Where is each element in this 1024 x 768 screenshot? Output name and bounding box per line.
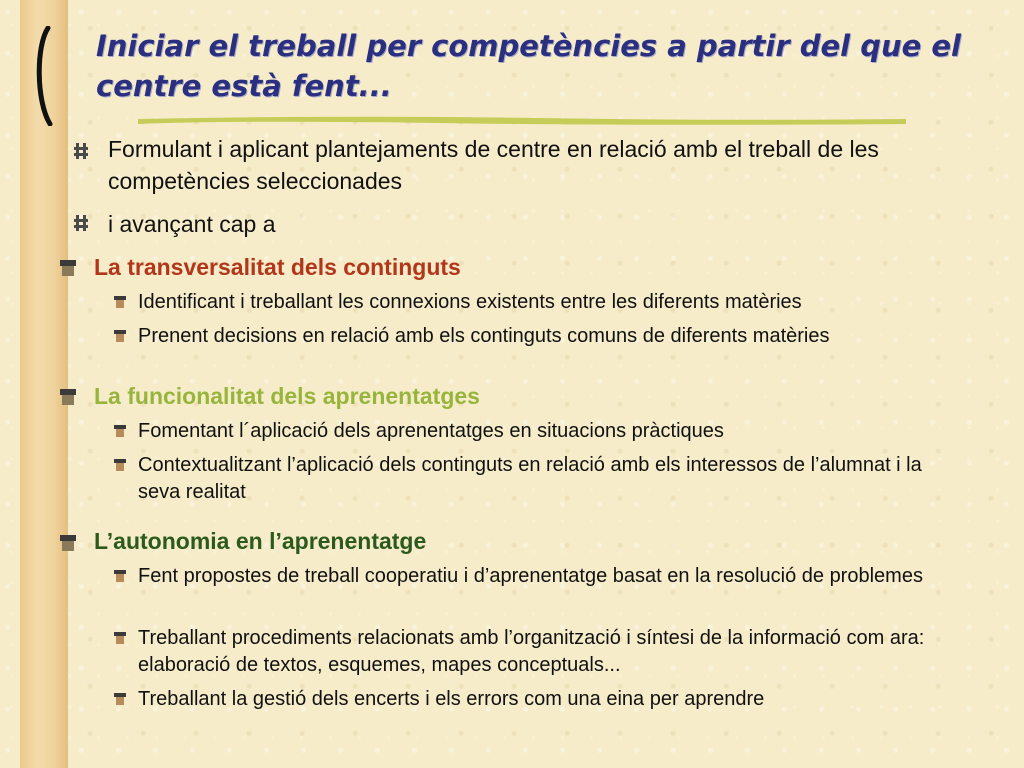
- small-square-bullet-icon: [114, 570, 126, 582]
- square-bullet-icon: [60, 535, 76, 551]
- small-square-bullet-icon: [114, 330, 126, 342]
- intro-item: i avançant cap a: [108, 211, 276, 237]
- title-underline-brushstroke: [136, 113, 908, 127]
- scroll-curl-icon: [32, 26, 54, 126]
- slide-title: Iniciar el treball per competències a partir del que el centre està fent...: [96, 29, 961, 103]
- small-square-bullet-icon: [114, 693, 126, 705]
- small-square-bullet-icon: [114, 632, 126, 644]
- square-bullet-icon: [60, 260, 76, 276]
- square-bullet-icon: [60, 389, 76, 405]
- pin-bullet-icon: [74, 143, 88, 159]
- small-square-bullet-icon: [114, 425, 126, 437]
- sub-item: Treballant la gestió dels encerts i els errors com una eina per aprendre: [138, 688, 765, 710]
- decorative-paper-strip: [20, 0, 68, 768]
- sub-item: Treballant procediments relacionats amb l’organització i síntesi de la informació com ara: elaboració de textos, esquemes, mapes conceptuals...: [138, 627, 925, 676]
- intro-item: Formulant i aplicant plantejaments de centre en relació amb el treball de les competències seleccionades: [108, 136, 879, 194]
- sub-item: Fomentant l´aplicació dels aprenentatges en situacions pràctiques: [138, 420, 724, 442]
- sub-item: Identificant i treballant les connexions existents entre les diferents matèries: [138, 291, 802, 313]
- sub-item: Contextualitzant l’aplicació dels continguts en relació amb els interessos de l’alumnat i la seva realitat: [138, 454, 922, 503]
- section-heading-funcionalitat: La funcionalitat dels aprenentatges: [94, 383, 480, 409]
- pin-bullet-icon: [74, 215, 88, 231]
- sub-item: Prenent decisions en relació amb els continguts comuns de diferents matèries: [138, 325, 830, 347]
- sub-item: Fent propostes de treball cooperatiu i d’aprenentatge basat en la resolució de problemes: [138, 565, 923, 587]
- small-square-bullet-icon: [114, 459, 126, 471]
- section-heading-transversalitat: La transversalitat dels continguts: [94, 254, 461, 280]
- small-square-bullet-icon: [114, 296, 126, 308]
- section-heading-autonomia: L’autonomia en l’aprenentatge: [94, 528, 427, 554]
